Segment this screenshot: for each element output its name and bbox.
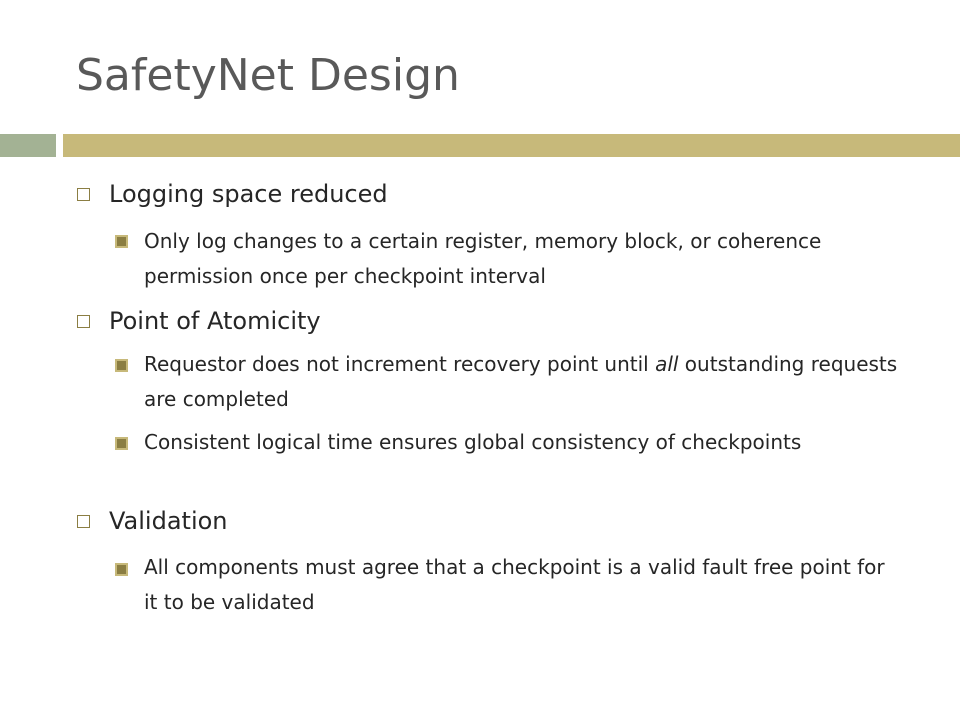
sub-bullet-all-components: All components must agree that a checkpoint is a valid fault free point for it to be validated bbox=[144, 555, 885, 614]
square-outline-bullet-icon bbox=[77, 515, 90, 528]
sub-bullet-requestor bbox=[144, 347, 904, 417]
requestor-text-start: Requestor does not increment recovery point until bbox=[144, 352, 656, 376]
filled-square-bullet-icon bbox=[115, 235, 128, 248]
sub-bullet-log-changes: Only log changes to a certain register, memory block, or coherence permission once per checkpoint interval bbox=[144, 229, 822, 288]
filled-square-bullet-icon bbox=[115, 563, 128, 576]
requestor-text-end: outstanding requests are completed bbox=[144, 352, 898, 411]
bullet-validation: Validation bbox=[109, 507, 228, 535]
square-outline-bullet-icon bbox=[77, 315, 90, 328]
bullet-logging-space: Logging space reduced bbox=[109, 180, 388, 208]
filled-square-bullet-icon bbox=[115, 437, 128, 450]
emphasis-all: all bbox=[655, 352, 679, 376]
filled-square-bullet-icon bbox=[115, 359, 128, 372]
sub-bullet-logical-time: Consistent logical time ensures global consistency of checkpoints bbox=[144, 430, 802, 454]
slide-title: SafetyNet Design bbox=[76, 50, 460, 101]
square-outline-bullet-icon bbox=[77, 188, 90, 201]
bullet-point-of-atomicity: Point of Atomicity bbox=[109, 307, 321, 335]
